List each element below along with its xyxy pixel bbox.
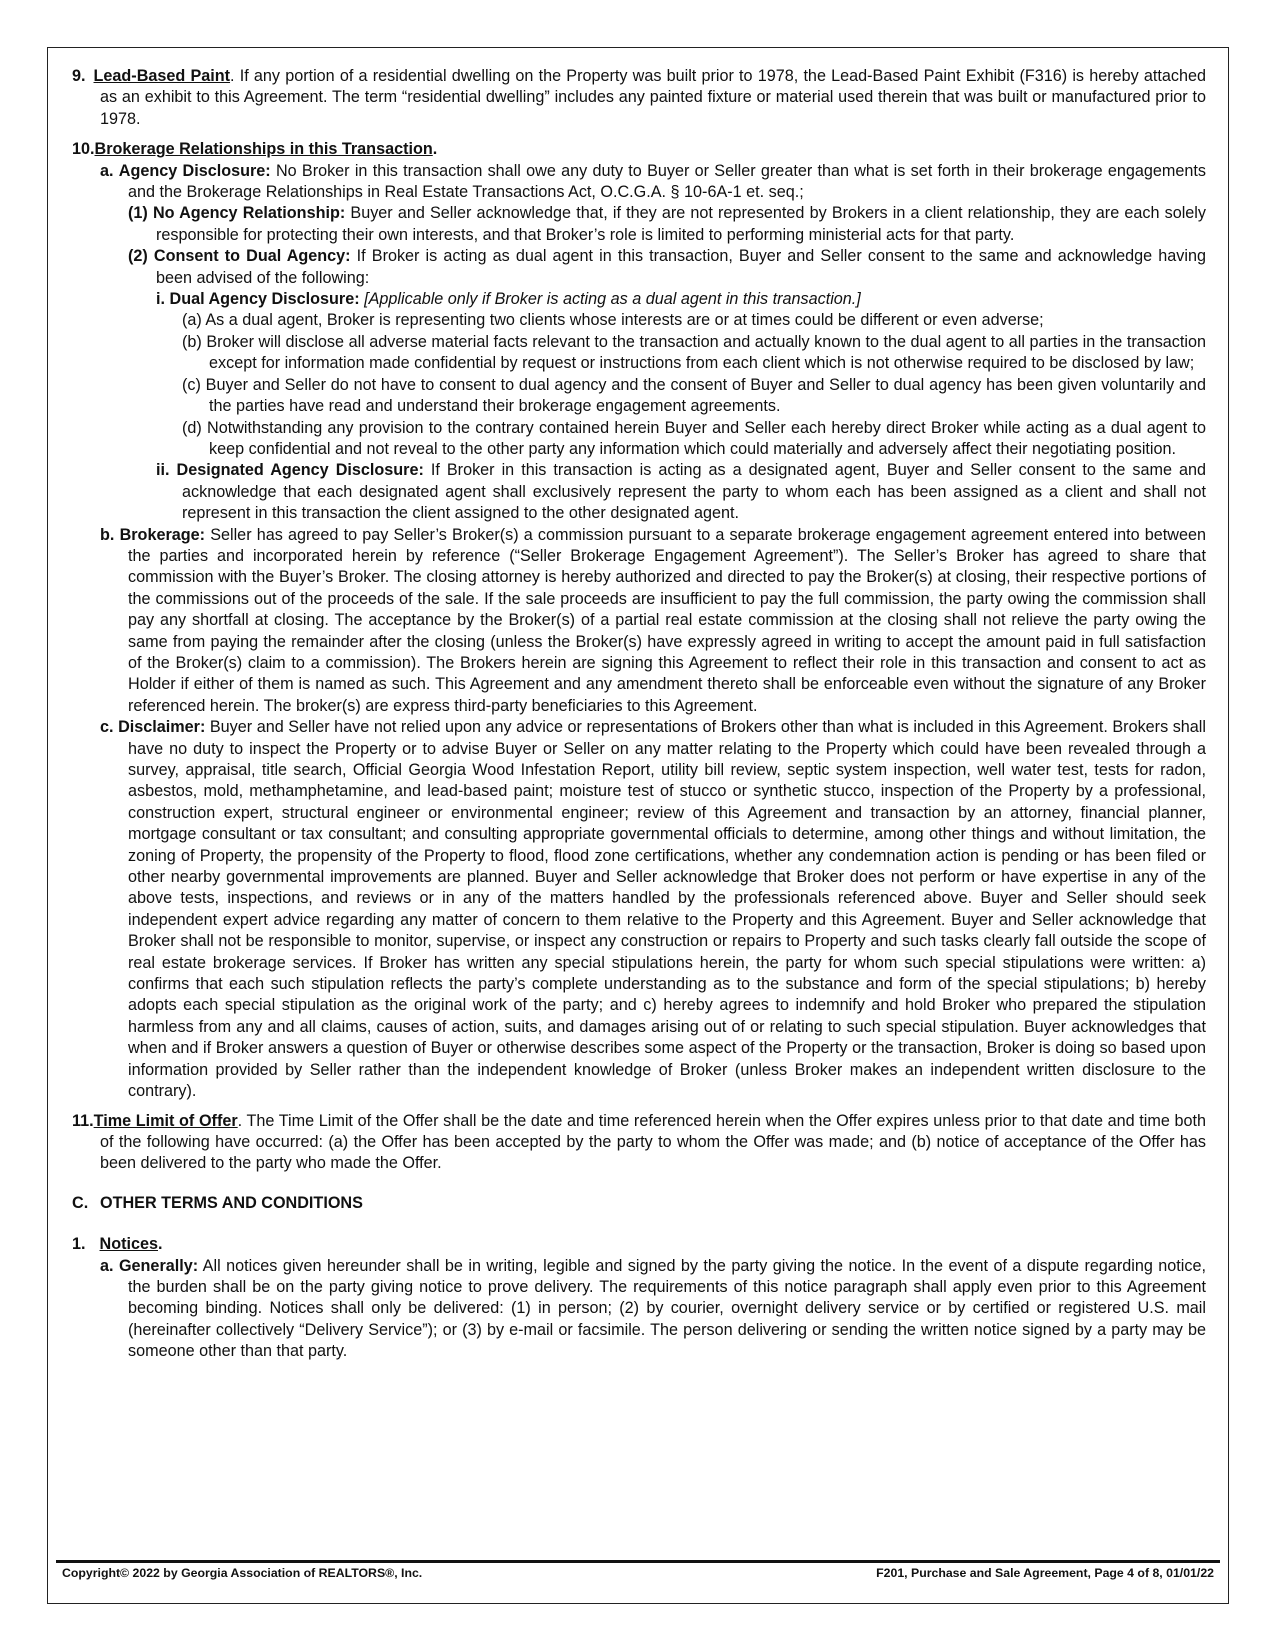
section-number: 1. [72,1235,86,1254]
item-head: Brokerage: [119,525,206,544]
paragraph-i-dual-agency-disclosure [72,289,1206,310]
document-body [72,66,1206,1363]
item-text: Buyer and Seller have not relied upon any advice or representations of Brokers other than what is included in this Agreement. Brokers shall have no duty to inspect the Property or to advise Buyer or Seller on any matter relating to the Property which could have been revealed through a survey, appraisal, title search, Official Georgia Wood Infestation Report, utility bill review, septic system inspection, well water test, tests for radon, asbestos, mold, methamphetamine, and lead-based paint; moisture test of stucco or synthetic stucco, inspection of the Property by a professional, construction expert, structural engineer or environmental engineer; review of this Agreement and transaction by an attorney, financial planner, mortgage consultant or tax consultant; and consulting appropriate governmental officials to determine, among other things and without limitation, the zoning of Property, the propensity of the Property to flood, flood zone certifications, whether any condemnation action is pending or has been filed or other nearby governmental improvements are planned. Buyer and Seller acknowledge that Broker does not perform or have expertise in any of the above tests, inspections, and reviews or in any of the matters handled by the professionals referenced above. Buyer and Seller should seek independent expert advice regarding any matter of concern to them relative to the Property and this Agreement. Buyer and Seller acknowledge that Broker shall not be responsible to monitor, supervise, or inspect any construction or repairs to Property and such tasks clearly fall outside the scope of real estate brokerage services. If Broker has written any special stipulations herein, the party for whom such special stipulations were written: a) confirms that each such stipulation reflects the party’s complete understanding as to the substance and form of the special stipulations; b) hereby adopts each special stipulation as the original work of the party; and c) hereby agrees to indemnify and hold Broker who prepared the stipulation harmless from any and all claims, causes of action, suits, and damages arising out of or relating to such special stipulation. Buyer acknowledges that when and if Broker answers a question of Buyer or otherwise describes some aspect of the Property or the transaction, Broker is doing so based upon information provided by Seller rather than the independent knowledge of Broker (unless Broker makes an independent written disclosure to the contrary). [128,718,1206,1101]
section-text: . If any portion of a residential dwelling on the Property was built prior to 1978, the Lead-Based Paint Exhibit (F316) is hereby attached as an exhibit to this Agreement. The term “residential dwelling” includes any painted fixture or material used therein that was built or manufactured prior to 1978. [100,67,1206,128]
item-head: Designated Agency Disclosure: [176,461,424,480]
section-11-time-limit [72,1111,1206,1175]
paragraph-10b-brokerage [72,525,1206,718]
footer-divider [56,1560,1220,1563]
list-item-b: (b) Broker will disclose all adverse material facts relevant to the transaction and actually known to the dual agent to all parties in the transaction except for information made confidential by request or instructions from each client which is not otherwise required to be disclosed by law; [182,332,1206,373]
list-item-a: (a) As a dual agent, Broker is representing two clients whose interests are or at times could be different or even adverse; [182,311,1044,330]
item-head: Generally: [118,1256,199,1275]
section-title-period: . [158,1235,163,1254]
footer-copyright: Copyright© 2022 by Georgia Association of REALTORS®, Inc. [62,1566,423,1580]
section-number: 10. [72,140,95,159]
section-number: 9. [72,67,86,85]
paragraph-10a-agency-disclosure [72,161,1206,204]
section-10-brokerage-relationships [72,139,1206,160]
item-text: If Broker in this transaction is acting as a designated agent, Buyer and Seller consent to the same and acknowledge that each designated agent shall exclusively represent the party to whom each has been assigned as a client and shall not represent in this transaction the client assigned to the other designated agent. [182,461,1206,523]
section-title: OTHER TERMS AND CONDITIONS [100,1193,363,1212]
section-title: Lead-Based Paint [93,67,231,85]
item-text: Buyer and Seller acknowledge that, if they are not represented by Brokers in a client relationship, they are each solely responsible for protecting their own interests, and that Broker’s role is limited to performing ministerial acts for that party. [156,204,1206,244]
item-head: No Agency Relationship: [152,204,346,223]
item-note: [Applicable only if Broker is acting as a dual agent in this transaction.] [359,290,861,309]
item-text: Seller has agreed to pay Seller’s Broker(s) a commission pursuant to a separate brokerage engagement agreement entered into between the parties and incorporated herein by reference (“Seller Brokerage Engagement Agreement”). The Seller’s Broker has agreed to share that commission with the Buyer’s Broker. The closing attorney is hereby authorized and directed to pay the Broker(s) at closing, their respective portions of the commissions out of the proceeds of the sale. If the sale proceeds are insufficient to pay the full commission, the party owing the commission shall pay any shortfall at closing. The acceptance by the Broker(s) of a partial real estate commission at the closing shall not relieve the party owing the same from paying the remainder after the closing (unless the Broker(s) have expressly agreed in writing to accept the amount paid in full satisfaction of the Broker(s) claim to a commission). The Brokers herein are signing this Agreement to reflect their role in this transaction and consent to act as Holder if either of them is named as such. This Agreement and any amendment thereto shall be enforceable even without the signature of any Broker referenced herein. The broker(s) are express third-party beneficiaries to this Agreement. [128,525,1207,715]
item-label: i. [156,290,165,309]
item-head: Disclaimer: [118,718,206,737]
item-label: b. [100,525,115,544]
paragraph-ii-designated-agency [72,460,1206,524]
section-c1-notices [72,1234,1206,1255]
section-title: Brokerage Relationships in this Transaction [94,140,433,159]
item-label: a. [100,161,114,180]
section-title-period: . [432,140,438,159]
footer-form-info: F201, Purchase and Sale Agreement, Page 4 of 8, 01/01/22 [876,1566,1214,1580]
item-label: a. [100,1256,114,1275]
item-label: ii. [156,461,170,480]
section-text: . The Time Limit of the Offer shall be the date and time referenced herein when the Offer expires unless prior to that date and time both of the following have occurred: (a) the Offer has been accepted by the party to whom the Offer was made; and (b) notice of acceptance of the Offer has been delivered to the party who made the Offer. [100,1111,1206,1173]
item-text: No Broker in this transaction shall owe any duty to Buyer or Seller greater than what is set forth in their brokerage engagements and the Brokerage Relationships in Real Estate Transactions Act, O.C.G.A. § 10-6A-1 et. seq.; [128,161,1206,202]
page-frame [47,47,1229,1604]
item-label: (2) [128,247,148,266]
page-footer [62,1566,1214,1580]
section-title: Notices [99,1235,158,1254]
list-item-c: (c) Buyer and Seller do not have to consent to dual agency and the consent of Buyer and Seller to dual agency has been given voluntarily and the parties have read and understand their brokerage engagement agreements. [182,375,1206,416]
item-label: (1) [128,204,148,223]
section-title: Time Limit of Offer [93,1111,238,1130]
item-head: Dual Agency Disclosure: [169,290,360,309]
section-number: 11. [72,1111,94,1130]
item-text: If Broker is acting as dual agent in this transaction, Buyer and Seller consent to the same and acknowledge having been advised of the following: [156,247,1206,287]
paragraph-c1a-generally [72,1256,1206,1363]
item-head: Agency Disclosure: [118,161,271,180]
item-text: All notices given hereunder shall be in writing, legible and signed by the party giving the notice. In the event of a dispute regarding notice, the burden shall be on the party giving notice to prove delivery. The requirements of this notice paragraph shall apply even prior to this Agreement becoming binding. Notices shall only be delivered: (1) in person; (2) by courier, overnight delivery service or by certified or registered U.S. mail (hereinafter collectively “Delivery Service”); or (3) by e-mail or facsimile. The person delivering or sending the written notice signed by a party may be someone other than that party. [128,1256,1206,1361]
list-item-d: (d) Notwithstanding any provision to the contrary contained herein Buyer and Seller each hereby direct Broker while acting as a dual agent to keep confidential and not reveal to the other party any information which could materially and adversely affect their negotiating position. [182,418,1206,458]
paragraph-10a2-dual-agency [72,246,1206,289]
section-label: C. [72,1193,89,1212]
paragraph-10c-disclaimer [72,717,1206,1102]
item-label: c. [100,718,114,737]
paragraph-10a1-no-agency [72,203,1206,246]
section-9-lead-based-paint [72,66,1206,130]
item-head: Consent to Dual Agency: [153,247,351,266]
section-c-heading [72,1193,1206,1214]
